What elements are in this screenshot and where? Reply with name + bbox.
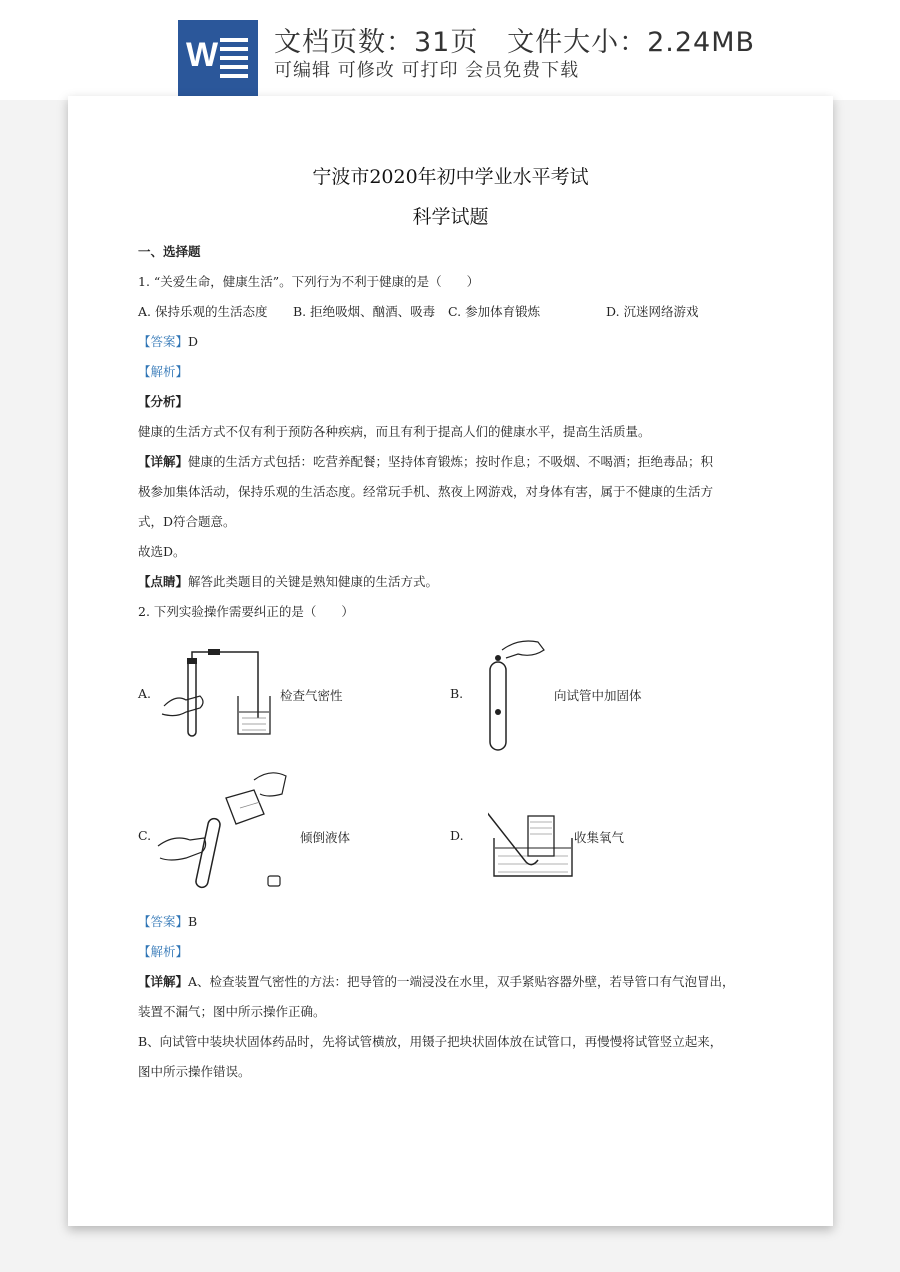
q1-fenxi-label: 【分析】 (138, 394, 189, 409)
exam-subtitle: 科学试题 (412, 206, 489, 228)
q1-detail-3: 式，D符合题意。 (138, 514, 236, 529)
fig-d-letter: D. (450, 828, 464, 843)
collect-oxygen-figure (488, 790, 578, 882)
download-banner (0, 0, 900, 100)
q2-stem: 2. 下列实验操作需要纠正的是（ ） (138, 604, 354, 619)
airtightness-check-figure (156, 644, 286, 744)
q1-option-b: B. 拒绝吸烟、酗酒、吸毒 (293, 304, 436, 319)
q1-answer: 【答案】D (138, 334, 199, 349)
fig-c-letter: C. (138, 828, 152, 843)
q2-answer: 【答案】B (138, 914, 198, 929)
fig-b-label: 向试管中加固体 (554, 688, 642, 703)
add-solid-figure (478, 636, 558, 756)
q1-tip: 【点睛】解答此类题目的关键是熟知健康的生活方式。 (138, 574, 439, 589)
q1-detail-1: 【详解】健康的生活方式包括：吃营养配餐；坚持体育锻炼；按时作息；不吸烟、不喝酒；拒绝毒品；积 (138, 454, 714, 469)
pour-liquid-figure (156, 768, 296, 898)
exam-title: 宁波市2020年初中学业水平考试 (312, 166, 589, 188)
q2-analysis-label: 【解析】 (138, 944, 189, 959)
fig-c-label: 倾倒液体 (300, 830, 351, 845)
q2-detail-b2: 图中所示操作错误。 (138, 1064, 251, 1079)
section-heading: 一、选择题 (138, 244, 201, 259)
q2-detail-a1: 【详解】A、检查装置气密性的方法：把导管的一端浸没在水里，双手紧贴容器外壁，若导管口有气泡冒出， (138, 974, 735, 989)
q2-detail-b1: B、向试管中装块状固体药品时，先将试管横放，用镊子把块状固体放在试管口，再慢慢将试管竖立起来， (138, 1034, 723, 1049)
q1-choose: 故选D。 (138, 544, 186, 559)
q1-detail-2: 极参加集体活动，保持乐观的生活态度。经常玩手机、熬夜上网游戏，对身体有害，属于不健康的生活方 (138, 484, 714, 499)
q1-option-c: C. 参加体育锻炼 (448, 304, 541, 319)
document-page (68, 96, 833, 1226)
fig-a-label: 检查气密性 (280, 688, 343, 703)
q1-stem: 1. “关爱生命，健康生活”。下列行为不利于健康的是（ ） (138, 274, 480, 289)
word-logo-letter: W (186, 36, 219, 74)
fig-b-letter: B. (450, 686, 464, 701)
doc-info-line: 文档页数：31页 文件大小：2.24MB (274, 27, 756, 58)
fig-d-label: 收集氧气 (574, 830, 625, 845)
doc-features-line: 可编辑 可修改 可打印 会员免费下载 (274, 60, 580, 81)
q1-fenxi-text: 健康的生活方式不仅有利于预防各种疾病，而且有利于提高人们的健康水平，提高生活质量。 (138, 424, 651, 439)
q1-option-d: D. 沉迷网络游戏 (606, 304, 699, 319)
word-doc-icon (178, 20, 258, 96)
q1-option-a: A. 保持乐观的生活态度 (138, 304, 268, 319)
fig-a-letter: A. (138, 686, 152, 701)
q1-analysis-label: 【解析】 (138, 364, 189, 379)
q2-detail-a2: 装置不漏气；图中所示操作正确。 (138, 1004, 326, 1019)
